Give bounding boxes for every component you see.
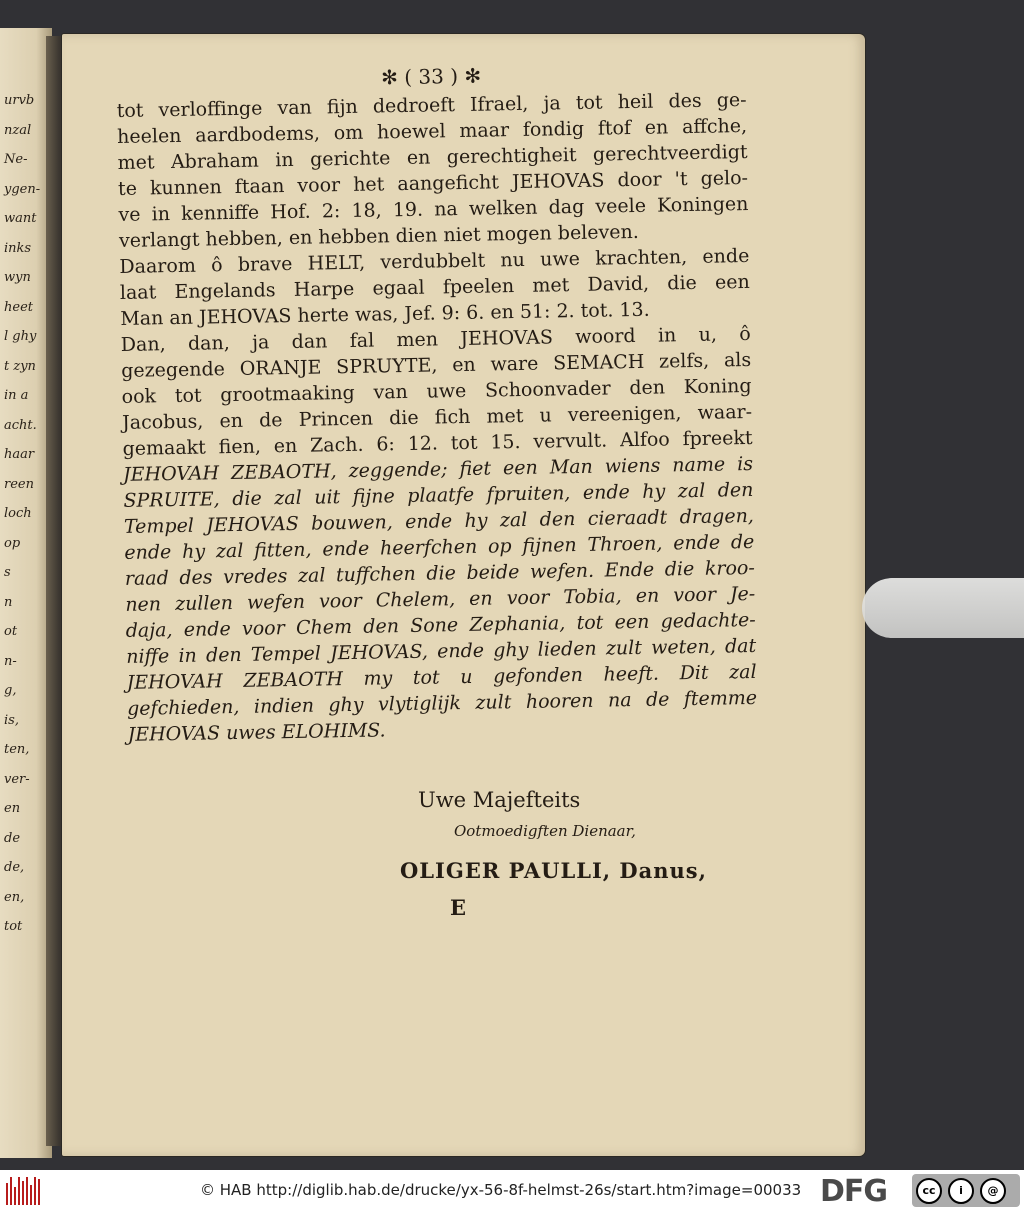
left-page-fragment: de,: [4, 860, 25, 875]
text-line: JEHOVAS uwes ELOHIMS.: [127, 719, 386, 746]
text-line: te kunnen ftaan voor het aangeficht JEHOVAS door 't gelo-: [117, 166, 749, 200]
left-page-fragment: t zyn: [4, 358, 36, 374]
left-page-fragment: ver-: [4, 771, 30, 787]
text-line: daja, ende voor Chem den Sone Zephania, tot een gedachte-: [125, 608, 756, 642]
left-page-fragment: heet: [4, 299, 33, 315]
text-line: ve in kenniffe Hof. 2: 18, 19. na welken dag veele Koningen: [118, 192, 749, 226]
text-line: verlangt hebben, en hebben dien niet mogen beleven.: [118, 220, 639, 252]
left-page-fragment: in a: [4, 388, 29, 403]
signature-block: [400, 788, 707, 920]
page-text: [116, 59, 758, 748]
left-page-fragment: inks: [4, 240, 32, 256]
source-link[interactable]: © HAB http://diglib.hab.de/drucke/yx-56-8f-helmst-26s/start.htm?image=00033: [200, 1181, 802, 1199]
text-line: Tempel JEHOVAS bouwen, ende hy zal den cieraadt dragen,: [123, 504, 755, 538]
left-page-fragment: ot: [4, 624, 18, 639]
catchword: E: [450, 895, 467, 920]
dfg-logo[interactable]: DFG: [820, 1174, 888, 1209]
left-page-fragment: l ghy: [4, 329, 37, 344]
signature-name: OLIGER PAULLI, Danus,: [400, 858, 707, 883]
left-page-fragment: is,: [4, 712, 19, 728]
text-line: Man an JEHOVAS herte was, Jef. 9: 6. en 51: 2. tot. 13.: [120, 298, 650, 330]
left-page-fragment: wyn: [4, 270, 31, 285]
left-page-edge: [0, 28, 52, 1158]
left-page-fragment: want: [4, 211, 37, 226]
left-page-fragment: Ne-: [4, 152, 28, 167]
left-page-fragment: n-: [4, 653, 17, 669]
left-page-fragment: tot: [4, 919, 23, 934]
left-page-fragment: de: [4, 830, 21, 846]
left-page-fragment: loch: [4, 506, 32, 521]
left-page-fragment: en: [4, 801, 21, 816]
signature-salutation: Uwe Majefteits: [418, 788, 581, 812]
text-line: ook tot grootmaaking van uwe Schoonvader den Koning: [121, 374, 752, 408]
text-line: met Abraham in gerichte en gerechtigheit gerechtveerdigt: [117, 140, 748, 174]
sa-icon: @: [980, 1178, 1006, 1204]
text-line: tot verloffinge van fijn dedroeft Ifrael, ja tot heil des ge-: [116, 89, 747, 122]
hab-logo-icon[interactable]: [6, 1175, 40, 1205]
left-page-fragment: acht.: [4, 417, 37, 433]
text-line: Jacobus, en de Princen die fich met u vereenigen, waar-: [121, 400, 753, 434]
text-line: heelen aardbodems, om hoewel maar fondig ftof en affche,: [116, 114, 748, 148]
left-page-fragment: n: [4, 594, 13, 610]
page-turn-tab[interactable]: [862, 578, 1024, 638]
text-line: Daarom ô brave HELT, verdubbelt nu uwe krachten, ende: [119, 244, 750, 278]
left-page-fragment: nzal: [4, 122, 32, 138]
text-line: gemaakt fien, en Zach. 6: 12. tot 15. vervult. Alfoo fpreekt: [122, 426, 753, 460]
text-line: JEHOVAH ZEBAOTH my tot u gefonden heeft. Dit zal: [126, 660, 757, 694]
text-line: ende hy zal fitten, ende heerfchen op fijnen Throen, ende de: [124, 530, 755, 564]
page-number: ✻ ( 33 ) ✻: [380, 63, 482, 90]
text-line: raad des vredes zal tuffchen die beide wefen. Ende die kroo-: [124, 556, 755, 590]
text-line: nen zullen wefen voor Chelem, en voor Tobia, en voor Je-: [125, 582, 756, 616]
text-line: gezegende ORANJE SPRUYTE, en ware SEMACH zelfs, als: [121, 348, 752, 382]
left-page-fragment: s: [4, 565, 11, 580]
left-page-fragment: haar: [4, 447, 35, 462]
left-page-fragment: ten,: [4, 742, 30, 757]
left-page-fragment: reen: [4, 476, 34, 492]
by-icon: i: [948, 1178, 974, 1204]
text-line: JEHOVAH ZEBAOTH, zeggende; fiet een Man wiens name is: [122, 452, 754, 486]
left-page-fragment: op: [4, 535, 21, 551]
cc-icon: cc: [916, 1178, 942, 1204]
text-line: niffe in den Tempel JEHOVAS, ende ghy lieden zult weten, dat: [126, 634, 757, 668]
left-page-fragment: g,: [4, 683, 17, 698]
body-text: [116, 87, 757, 748]
text-line: gefchieden, indien ghy vlytiglijk zult hooren na de ftemme: [126, 686, 758, 720]
text-line: Dan, dan, ja dan fal men JEHOVAS woord in u, ô: [120, 322, 751, 356]
text-line: SPRUITE, die zal uit fijne plaatfe fpruiten, ende hy zal den: [123, 478, 754, 512]
left-page-fragment: ygen-: [4, 181, 41, 197]
left-page-fragment: en,: [4, 889, 25, 905]
footer-bar: [0, 1170, 1024, 1211]
left-page-fragment: urvb: [4, 93, 35, 108]
cc-license-badge[interactable]: [912, 1174, 1020, 1207]
signature-servant: Ootmoedigften Dienaar,: [454, 822, 636, 840]
text-line: laat Engelands Harpe egaal fpeelen met David, die een: [119, 270, 750, 304]
